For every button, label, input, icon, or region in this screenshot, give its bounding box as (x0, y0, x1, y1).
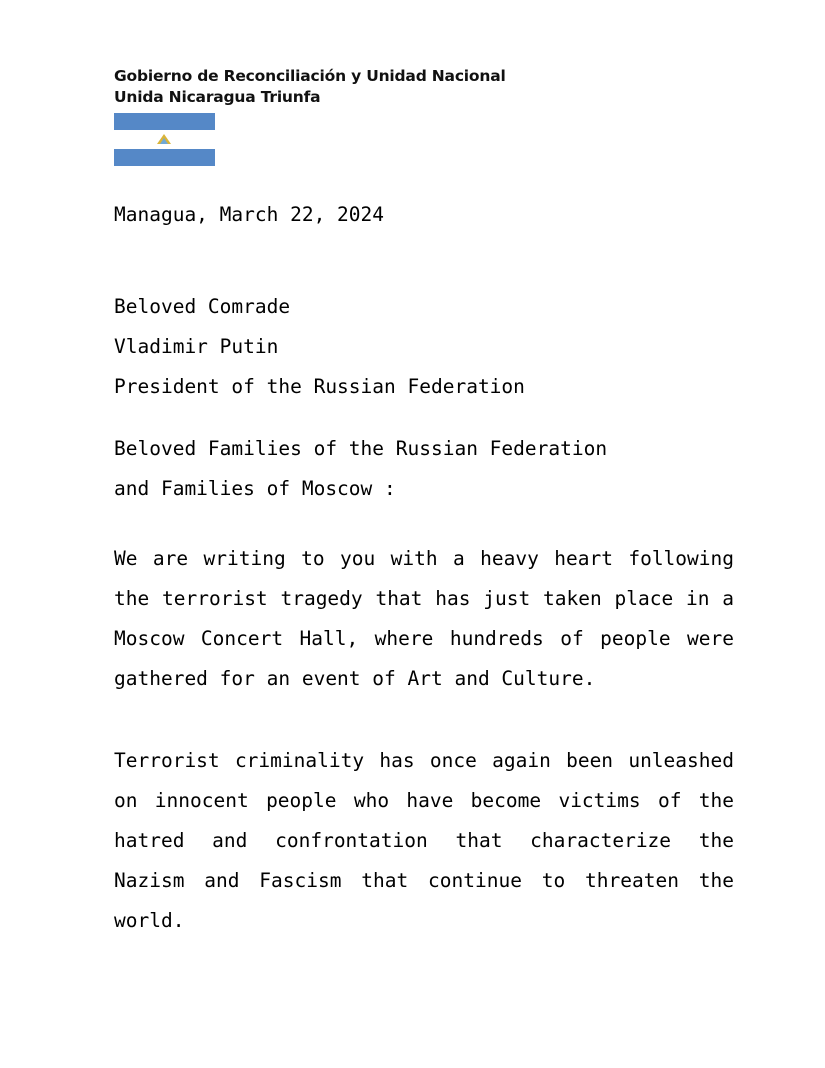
flag-emblem-triangle-inner (160, 138, 168, 144)
letter-addressee (114, 287, 734, 407)
addressee-line-1: Beloved Comrade (114, 295, 291, 318)
addressee-line-2: Vladimir Putin (114, 335, 279, 358)
addressee-secondary-line-2: and Families of Moscow : (114, 477, 396, 500)
flag-stripe-top (114, 113, 215, 130)
letter-date: Managua, March 22, 2024 (114, 203, 385, 226)
letter-body (114, 195, 734, 983)
addressee-line-3: President of the Russian Federation (114, 375, 525, 398)
flag-emblem-icon (157, 133, 172, 146)
letter-paragraph: We are writing to you with a heavy heart following the terrorist tragedy that has just taken place in a Moscow Concert Hall, where hundreds of people were gathered for an event of Art and Culture. (114, 547, 734, 690)
letterhead-line-2: Unida Nicaragua Triunfa (114, 88, 321, 106)
letter-paragraph: Terrorist criminality has once again been unleashed on innocent people who have become victims of the hatred and confrontation that characterize the Nazism and Fascism that continue to threaten the world. (114, 749, 734, 932)
flag-stripe-bottom (114, 149, 215, 166)
letter-addressee-secondary (114, 429, 734, 509)
addressee-secondary-line-1: Beloved Families of the Russian Federation (114, 437, 608, 460)
letterhead (114, 66, 714, 108)
letterhead-line-1: Gobierno de Reconciliación y Unidad Nacional (114, 67, 506, 85)
nicaragua-flag-icon (114, 113, 215, 166)
